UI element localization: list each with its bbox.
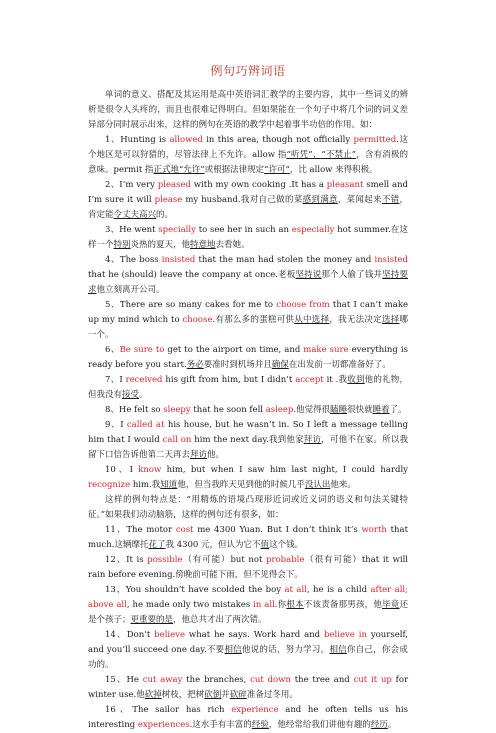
underlined-gloss: 值: [260, 540, 270, 550]
text-run: that he (should) leave the company at once.老板: [88, 270, 296, 280]
underlined-gloss: 更重要的是: [130, 615, 174, 625]
highlighted-term: insisted: [374, 255, 408, 265]
underlined-gloss: 花了: [148, 540, 166, 550]
text-run: it .我: [323, 375, 348, 385]
underlined-gloss: 务必: [186, 360, 204, 370]
highlighted-term: pleasant: [326, 180, 364, 190]
underlined-gloss: 坚持要求: [88, 270, 408, 295]
text-run: 他来。: [330, 480, 356, 490]
highlighted-term: accept: [295, 375, 324, 385]
text-run: 树枝，把树: [161, 690, 205, 700]
text-run: 他的礼物，但我没有: [88, 375, 408, 400]
text-run: , he is a child: [306, 585, 371, 595]
highlighted-term: asleep: [265, 405, 294, 415]
text-run: 不该责备那男孩，他: [303, 600, 383, 610]
text-run: get to the airport on time, and: [164, 345, 304, 355]
intro-paragraph: [88, 88, 408, 133]
underlined-gloss: 知道: [160, 480, 178, 490]
text-run: smell and I’m sure it will: [88, 180, 408, 205]
text-run: 4、The boss: [105, 255, 162, 265]
text-run: 15、He: [105, 675, 143, 685]
underlined-gloss: 经验: [251, 720, 269, 730]
underlined-gloss: 毕竟: [382, 600, 400, 610]
highlighted-term: recognize: [88, 480, 131, 490]
underlined-gloss: 根本: [286, 600, 304, 610]
text-run: ，我无法决定: [329, 315, 382, 325]
example-paragraph: [88, 553, 408, 583]
text-run: everything is ready before you start.: [88, 345, 408, 370]
underlined-gloss: 相信: [329, 645, 347, 655]
example-paragraph: [88, 298, 408, 343]
example-paragraph: [88, 628, 408, 673]
highlighted-term: specially: [158, 225, 196, 235]
underlined-gloss: 砍倒: [204, 690, 222, 700]
highlighted-term: in all: [253, 600, 275, 610]
text-run: 的。: [156, 210, 174, 220]
text-run: for winter use.他: [88, 675, 409, 700]
underlined-gloss: 从中选择: [294, 315, 330, 325]
text-run: 11、The motor: [105, 525, 176, 535]
highlighted-term: permitted: [353, 135, 397, 145]
underlined-gloss: 瞌睡: [330, 405, 348, 415]
underlined-gloss: 收到: [347, 375, 365, 385]
highlighted-term: received: [125, 375, 163, 385]
underlined-gloss: 令丈夫高兴: [113, 210, 157, 220]
highlighted-term: call on: [162, 435, 192, 445]
text-run: 7、I: [105, 375, 126, 385]
text-run: , he made only two mistakes: [126, 600, 254, 610]
underlined-gloss: 选择: [381, 315, 400, 325]
highlighted-term: cut it up: [353, 675, 392, 685]
text-run: 14、Don’t: [105, 630, 155, 640]
highlighted-term: at all: [284, 585, 307, 595]
underlined-gloss: 经历: [370, 720, 388, 730]
example-paragraph: [88, 673, 408, 703]
text-run: me 4300 Yuan. But I don’t think it’s: [193, 525, 362, 535]
underlined-gloss: 砍碎: [229, 690, 247, 700]
text-run: （很有可能）that it will rain before evening.傍晚前可能下雨，但不见得会下。: [88, 555, 409, 580]
text-run: to see her in such an: [195, 225, 292, 235]
highlighted-term: cut down: [250, 675, 291, 685]
highlighted-term: allowed: [169, 135, 203, 145]
text-run: 这样的例句特点是：“用精炼的语境凸现形近词或近义词的语义和句法关键特征。”如果我们动动脑筋，这样的例句还有很多，如：: [88, 495, 408, 520]
highlighted-term: believe in: [324, 630, 367, 640]
highlighted-term: experience: [231, 705, 279, 715]
underlined-gloss: 拜访: [303, 435, 322, 445]
text-run: what he says. Work hard and: [185, 630, 325, 640]
text-run: 13、You shouldn’t have scolded the boy: [105, 585, 285, 595]
page-title: 例句巧辨词语: [210, 64, 286, 78]
text-run: his gift from him, but I didn’t: [162, 375, 296, 385]
highlighted-term: experiences: [137, 720, 190, 730]
highlighted-term: make sure: [303, 345, 349, 355]
text-run: him, but when I saw him last night, I could hardly: [161, 465, 408, 475]
highlighted-term: cost: [175, 525, 194, 535]
highlighted-term: worth: [361, 525, 387, 535]
underlined-gloss: 确保: [271, 360, 289, 370]
text-run: 哪一个。: [88, 315, 408, 340]
text-run: 炎热的夏天，他: [130, 240, 191, 250]
highlighted-term: possible: [147, 555, 183, 565]
highlighted-term: choose from: [276, 300, 330, 310]
text-run: 你自己，你会成功的。: [88, 645, 408, 670]
text-run: 5、There are so many cakes for me to: [105, 300, 277, 310]
text-run: the tree and: [290, 675, 354, 685]
highlighted-term: insisted: [161, 255, 196, 265]
example-paragraph: [88, 223, 408, 253]
highlighted-term: especially: [291, 225, 335, 235]
underlined-gloss: 拜访: [190, 450, 208, 460]
text-run: 在出发前一切都准备好了。: [288, 360, 391, 370]
example-paragraph: [88, 373, 408, 403]
highlighted-term: know: [138, 465, 162, 475]
highlighted-term: probable: [266, 555, 305, 565]
text-run: 这个钱。: [269, 540, 304, 550]
text-run: .这水手有丰富的: [189, 720, 252, 730]
text-run: 并: [221, 690, 230, 700]
underlined-gloss: 没认出: [304, 480, 331, 490]
text-run: .你: [274, 600, 287, 610]
highlighted-term: cut away: [142, 675, 183, 685]
underlined-gloss: 正式地“允许”: [153, 165, 205, 175]
example-paragraph: [88, 133, 408, 178]
example-paragraph: [88, 418, 408, 463]
underlined-gloss: 特别: [113, 240, 131, 250]
text-run: 去看她。: [215, 240, 250, 250]
text-run: .这个地区是可以狩猎的，尽管法律上不允许。allow 指: [88, 135, 409, 160]
text-run: his house, but he wasn’t in. So I left a message telling him that I would: [88, 420, 409, 445]
highlighted-term: sleepy: [163, 405, 191, 415]
text-run: 准备过冬用。: [246, 690, 298, 700]
text-run: 3、He went: [105, 225, 159, 235]
text-run: 9、I: [105, 420, 127, 430]
text-run: ，比 allow 来得积极。: [289, 165, 378, 175]
text-run: him.我: [130, 480, 161, 490]
text-run: with my own cooking .It has a: [190, 180, 327, 190]
highlighted-term: pleased: [157, 180, 191, 190]
text-run: 12、It is: [105, 555, 148, 565]
text-run: that he soon fell: [190, 405, 266, 415]
underlined-gloss: “许可”: [264, 165, 290, 175]
highlighted-term: after all; above all: [88, 585, 408, 610]
text-run: 了。: [389, 405, 407, 415]
text-run: 要准时到机场并且: [203, 360, 272, 370]
example-paragraph: [88, 343, 408, 373]
highlighted-term: please: [154, 195, 183, 205]
example-paragraph: [88, 583, 408, 628]
text-run: .有那么多的蛋糕可供: [212, 315, 295, 325]
text-run: yourself, and you’ll succeed one day.不要: [88, 630, 408, 655]
text-run: 。: [139, 390, 148, 400]
document-body: [88, 88, 408, 733]
text-run: him the next day.我到他家: [191, 435, 304, 445]
text-run: （有可能）but not: [182, 555, 267, 565]
example-paragraph: [88, 178, 408, 223]
underlined-gloss: “听凭”、“不禁止”: [286, 150, 357, 160]
text-run: 那个人偷了钱并: [321, 270, 383, 280]
text-run: that the man had stolen the money and: [195, 255, 375, 265]
text-run: 他。: [207, 450, 225, 460]
text-run: 2、I’m very: [105, 180, 158, 190]
highlighted-term: called at: [126, 420, 165, 430]
text-run: my husband.我对自己做的菜: [182, 195, 303, 205]
text-run: 很快就: [347, 405, 373, 415]
underlined-gloss: 接受: [122, 390, 140, 400]
text-run: the branches,: [182, 675, 251, 685]
example-paragraph: [88, 703, 408, 733]
example-paragraph: [88, 463, 408, 493]
underlined-gloss: 特意地: [190, 240, 216, 250]
text-run: 10、I: [105, 465, 139, 475]
text-run: and he often tells us his interesting: [88, 705, 408, 730]
text-run: 1、Hunting is: [105, 135, 170, 145]
text-run: 单词的意义、搭配及其运用是高中英语词汇教学的主要内容，其中一些词义的辨析是很令人头疼的，而且也很难记得明白。但如果能在一个句子中将几个词的词义差异部分同时展示出来，这样的例句在英语的教学中起着事半功倍的作用。如：: [88, 90, 408, 130]
underlined-gloss: 感到满意: [302, 195, 338, 205]
text-run: that much.这辆摩托: [88, 525, 409, 550]
highlighted-term: choose: [182, 315, 213, 325]
text-run: .他觉得很: [293, 405, 331, 415]
text-run: ，他经常给我们讲他有趣的: [268, 720, 371, 730]
underlined-gloss: 睡着: [372, 405, 390, 415]
text-run: ，他总共才出了两次错。: [173, 615, 267, 625]
text-run: 他，但当我昨天见到他的时候几乎: [177, 480, 305, 490]
text-run: ，肯定能: [88, 195, 408, 220]
text-run: that I can’t make up my mind which to: [88, 300, 408, 325]
text-run: 我 4300 元，但认为它不: [165, 540, 261, 550]
example-paragraph: [88, 523, 408, 553]
text-run: 16、The sailor has rich: [105, 705, 232, 715]
text-run: in this area, though not officially: [202, 135, 354, 145]
underlined-gloss: 不错: [381, 195, 400, 205]
text-run: hot summer.在这样一个: [88, 225, 408, 250]
text-run: ，可他不在家。所以我留下口信告诉他第二天再去: [88, 435, 408, 460]
highlighted-term: believe: [154, 630, 185, 640]
text-run: ，含有消极的意味。permit 指: [88, 150, 408, 175]
text-run: 6、: [105, 345, 120, 355]
example-paragraph: [88, 403, 408, 418]
underlined-gloss: 相信: [224, 645, 242, 655]
text-run: ，菜闻起来: [337, 195, 382, 205]
example-paragraph: [88, 253, 408, 298]
underlined-gloss: 坚持说: [295, 270, 322, 280]
text-run: 他说的话，努力学习，: [241, 645, 330, 655]
text-run: 。: [387, 720, 397, 730]
highlighted-term: Be sure to: [119, 345, 165, 355]
text-run: 他立刻离开公司。: [96, 285, 165, 295]
text-run: 还是个孩子；: [88, 600, 408, 625]
text-run: 8、He felt so: [105, 405, 164, 415]
text-run: 或根据法律规定: [204, 165, 265, 175]
example-paragraph: [88, 493, 408, 523]
underlined-gloss: 砍掉: [144, 690, 162, 700]
